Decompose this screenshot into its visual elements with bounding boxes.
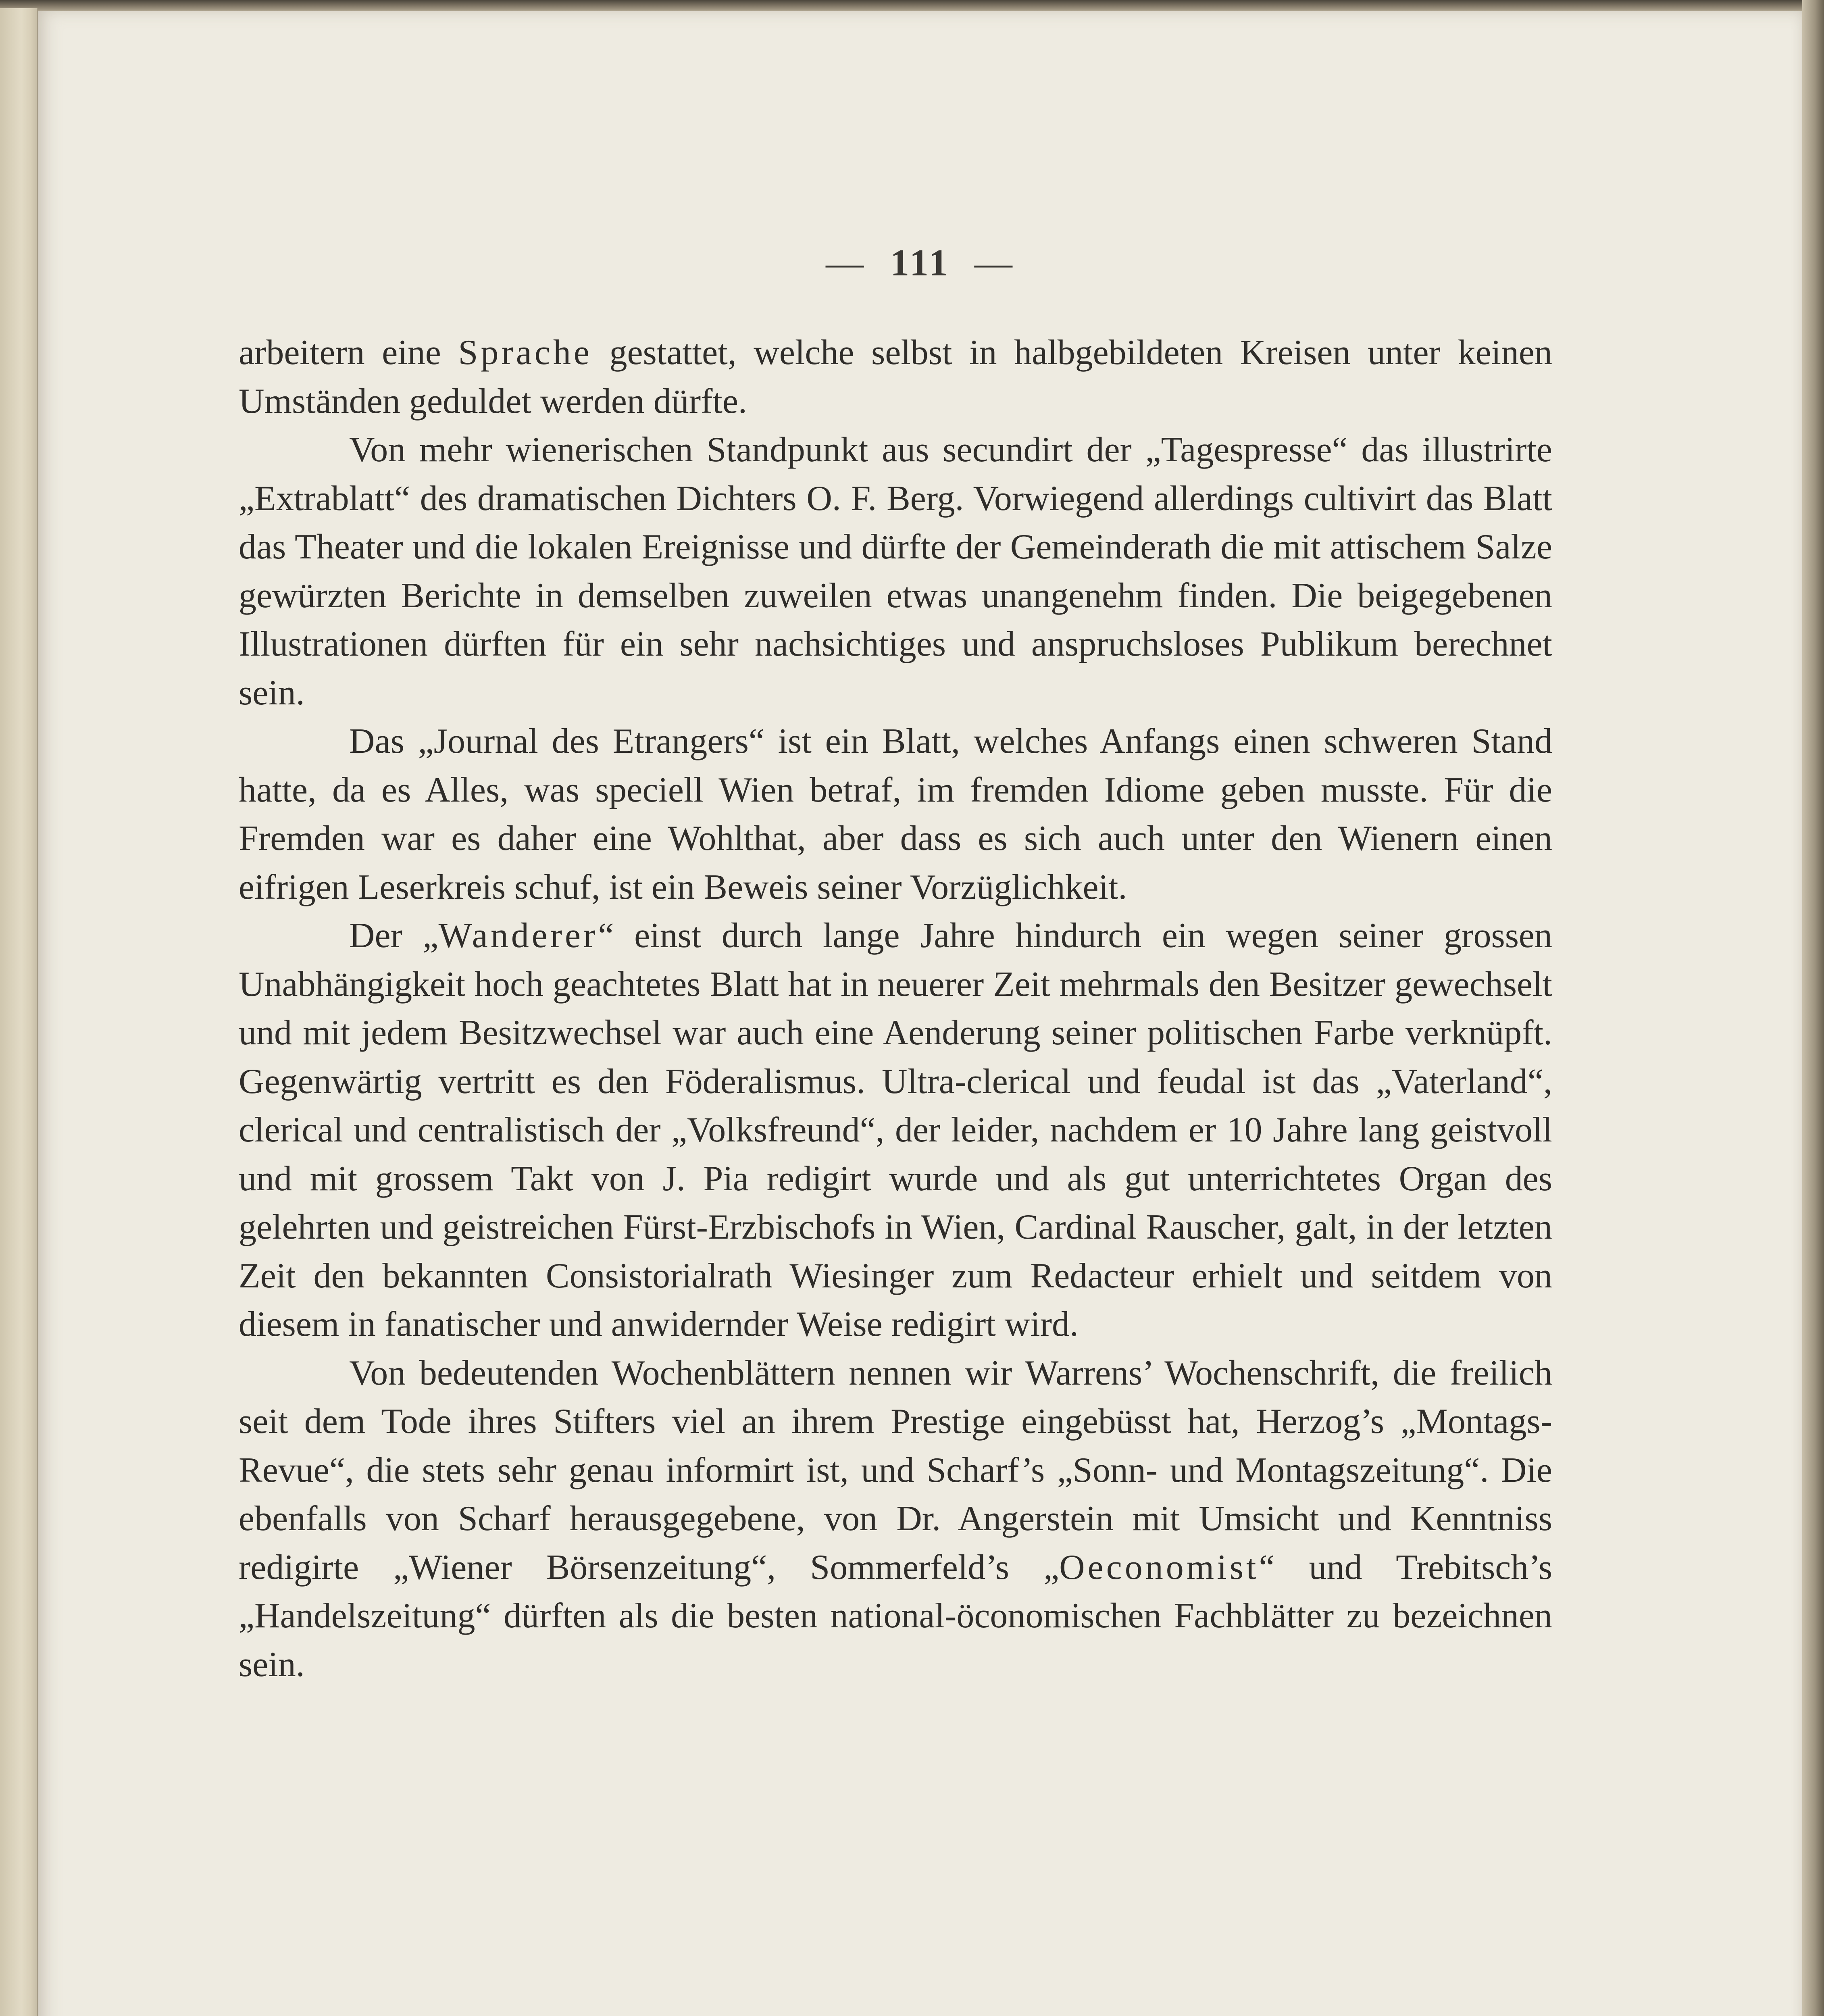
paragraph-1	[239, 329, 1552, 426]
paragraph-4-text-end: “ einst durch lange Jahre hindurch ein wegen seiner grossen Unabhängigkeit hoch geachtetes Blatt hat in neuerer Zeit mehrmals den Besitzer gewechselt und mit jedem Besitzwechsel war auch eine Aenderung seiner politischen Farbe verknüpft. Gegenwärtig vertritt es den Föderalismus. Ultra-clerical und feudal ist das „Vaterland“, clerical und centralistisch der „Volksfreund“, der leider, nachdem er 10 Jahre lang geistvoll und mit grossem Takt von J. Pia redigirt wurde und als gut unterrichtetes Organ des gelehrten und geistreichen Fürst-Erzbischofs in Wien, Cardinal Rauscher, galt, in der letzten Zeit den bekannten Consistorialrath Wiesinger zum Redacteur erhielt und seitdem von diesem in fanatischer und anwidernder Weise redigirt wird.	[239, 916, 1552, 1344]
paragraph-2: Von mehr wienerischen Standpunkt aus secundirt der „Tagespresse“ das illustrirte „Extrablatt“ des dramatischen Dichters O. F. Berg. Vorwiegend allerdings cultivirt das Blatt das Theater und die lokalen Ereignisse und dürfte der Gemeinderath die mit attischem Salze gewürzten Berichte in demselben zuweilen etwas unangenehm finden. Die beigegebenen Illustrationen dürften für ein sehr nachsichtiges und anspruchsloses Publikum berechnet sein.	[239, 430, 1552, 712]
paragraph-5-text-end: “ und Trebitsch’s „Handelszeitung“ dürften als die besten national-öconomischen Fachblätter zu bezeichnen sein.	[239, 1547, 1552, 1684]
binding-gutter	[0, 8, 38, 2016]
paragraph-4-spaced-word: Wanderer	[438, 916, 598, 955]
paragraph-4-text-start: Der „	[349, 916, 439, 955]
paragraph-5-text-start: Von bedeutenden Wochenblättern nennen wir Warrens’ Wochenschrift, die freilich seit dem Tode ihres Stifters viel an ihrem Prestige eingebüsst hat, Herzog’s „Montags-Revue“, die stets sehr genau informirt ist, und Scharf’s „Sonn- und Montagszeitung“. Die ebenfalls von Scharf herausgegebene, von Dr. Angerstein mit Umsicht und Kenntniss redigirte „Wiener Börsenzeitung“, Sommerfeld’s „	[239, 1353, 1552, 1587]
page-body-text	[239, 329, 1552, 1689]
paragraph-1-text-start: arbeitern eine	[239, 333, 458, 372]
paragraph-5	[239, 1349, 1552, 1689]
header-dash-right: —	[974, 242, 1015, 284]
paragraph-5-spaced-word: Oeconomist	[1059, 1547, 1259, 1587]
paragraph-1-text-end: gestattet, welche selbst in halbgebildeten Kreisen unter keinen Umständen geduldet werden dürfte.	[239, 333, 1553, 421]
right-page-edge	[1802, 0, 1824, 2016]
page-number: 111	[890, 242, 950, 284]
paragraph-1-spaced-word: Sprache	[458, 333, 592, 372]
paragraph-4	[239, 912, 1552, 1349]
paragraph-3: Das „Journal des Etrangers“ ist ein Blatt, welches Anfangs einen schweren Stand hatte, da es Alles, was speciell Wien betraf, im fremden Idiome geben musste. Für die Fremden war es daher eine Wohlthat, aber dass es sich auch unter den Wienern einen eifrigen Leserkreis schuf, ist ein Beweis seiner Vorzüglichkeit.	[239, 722, 1552, 907]
page-header	[38, 241, 1802, 285]
header-dash-left: —	[826, 242, 866, 284]
top-page-edge	[0, 0, 1824, 12]
